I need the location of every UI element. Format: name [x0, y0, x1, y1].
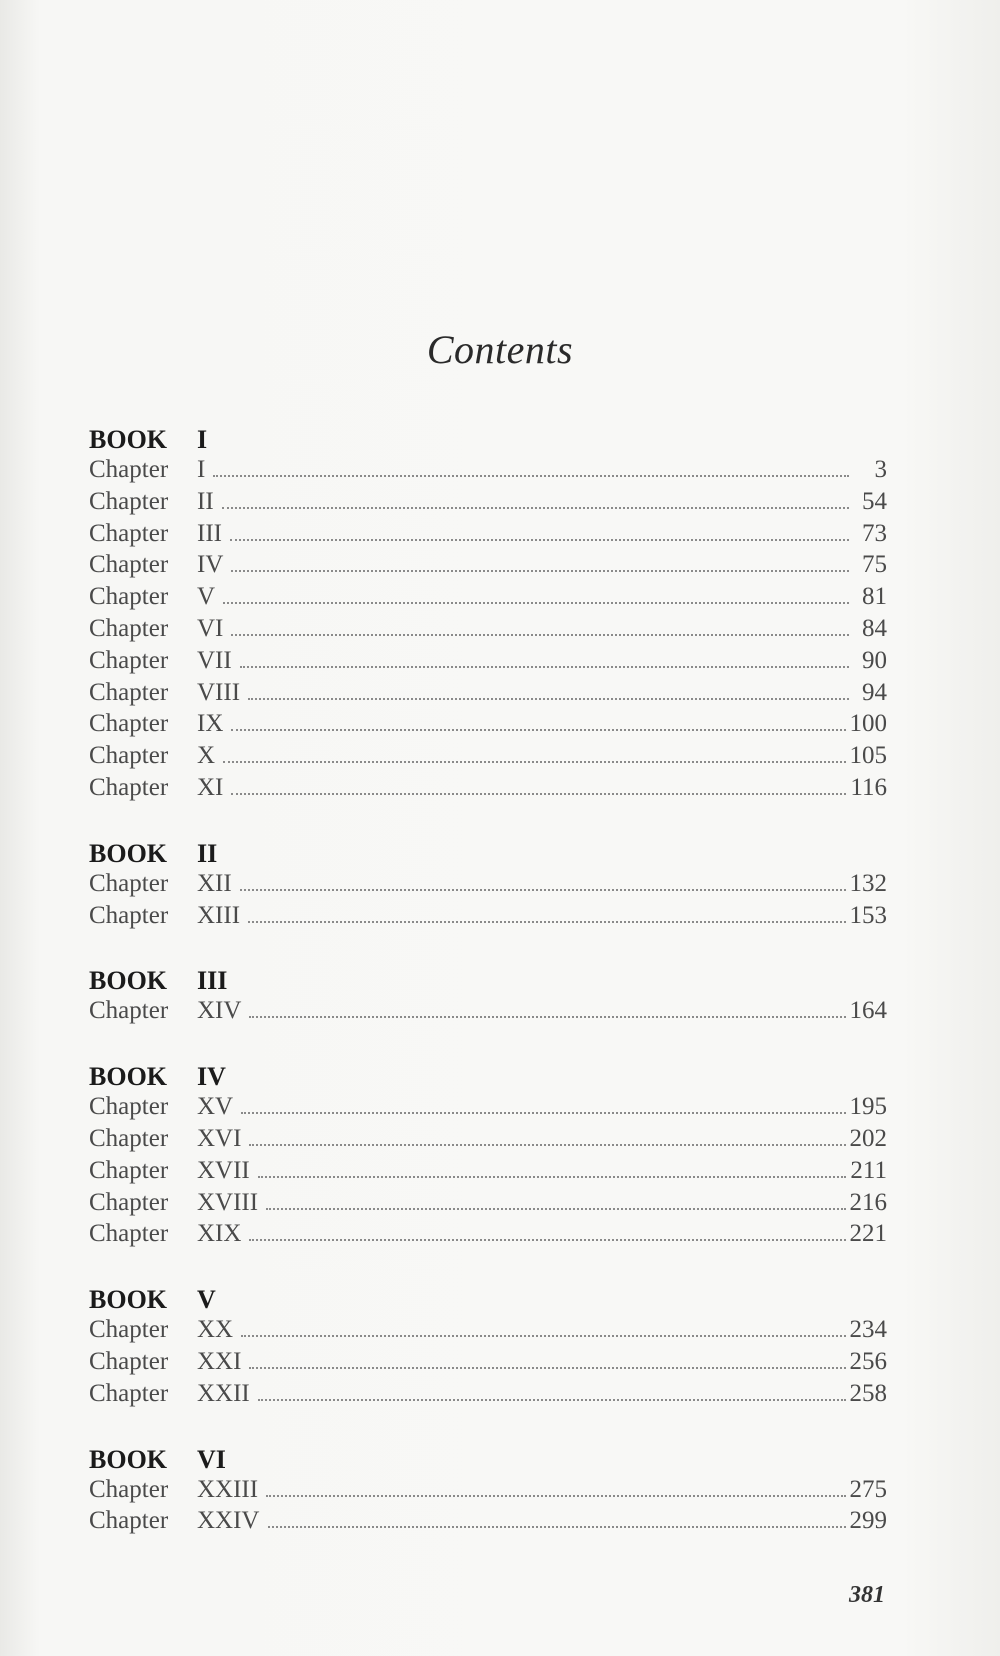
- dot-leader: [241, 1335, 845, 1337]
- toc-entry: [89, 742, 887, 774]
- chapter-page-number: 153: [849, 901, 887, 929]
- chapter-numeral: XXII: [197, 1379, 250, 1407]
- book-numeral: IV: [197, 1062, 226, 1092]
- chapter-numeral: XIII: [197, 901, 241, 929]
- chapter-numeral: XXIV: [197, 1507, 260, 1535]
- dot-leader: [249, 1144, 845, 1146]
- toc-entry: [89, 1348, 887, 1380]
- chapter-page-number: 216: [849, 1188, 887, 1216]
- dot-leader: [266, 1208, 845, 1210]
- chapter-page-number: 195: [849, 1093, 887, 1121]
- book-heading: [89, 1444, 887, 1476]
- toc-entry: [89, 1125, 887, 1157]
- toc-entry: [89, 1157, 887, 1189]
- chapter-label: Chapter: [89, 869, 169, 897]
- chapter-label: Chapter: [89, 1379, 169, 1407]
- book-heading: [89, 424, 887, 456]
- chapter-page-number: 94: [862, 678, 887, 706]
- dot-leader: [222, 507, 849, 509]
- chapter-label: Chapter: [89, 1507, 169, 1535]
- toc-entry: [89, 1220, 887, 1252]
- book-section: [89, 965, 887, 1029]
- chapter-label: Chapter: [89, 678, 169, 706]
- chapter-label: Chapter: [89, 1475, 169, 1503]
- toc-entry: [89, 774, 887, 806]
- toc-entry: [89, 647, 887, 679]
- chapter-numeral: XII: [197, 869, 232, 897]
- chapter-numeral: XI: [197, 773, 224, 801]
- chapter-label: Chapter: [89, 773, 169, 801]
- chapter-label: Chapter: [89, 1093, 169, 1121]
- book-heading: [89, 965, 887, 997]
- chapter-page-number: 221: [849, 1220, 887, 1248]
- book-numeral: II: [197, 838, 218, 868]
- chapter-label: Chapter: [89, 997, 169, 1025]
- dot-leader: [230, 539, 849, 541]
- toc-entry: [89, 583, 887, 615]
- chapter-label: Chapter: [89, 646, 169, 674]
- toc-entry: [89, 997, 887, 1029]
- chapter-page-number: 211: [850, 1156, 887, 1184]
- chapter-numeral: XVII: [197, 1156, 250, 1184]
- chapter-numeral: XIX: [197, 1220, 242, 1248]
- chapter-numeral: XIV: [197, 997, 242, 1025]
- dot-leader: [240, 889, 846, 891]
- chapter-label: Chapter: [89, 456, 169, 483]
- dot-leader: [213, 475, 849, 477]
- chapter-page-number: 3: [874, 456, 887, 483]
- page-number: 381: [849, 1582, 885, 1608]
- chapter-page-number: 202: [849, 1124, 887, 1152]
- book-label: BOOK: [89, 1444, 168, 1474]
- chapter-page-number: 54: [862, 487, 887, 515]
- book-heading: [89, 1061, 887, 1093]
- book-numeral: V: [197, 1285, 216, 1315]
- dot-leader: [248, 921, 845, 923]
- chapter-numeral: XV: [197, 1093, 234, 1121]
- chapter-page-number: 105: [849, 742, 887, 770]
- chapter-page-number: 75: [862, 551, 887, 579]
- dot-leader: [258, 1176, 847, 1178]
- book-section: [89, 1061, 887, 1252]
- chapter-label: Chapter: [89, 614, 169, 642]
- chapter-page-number: 81: [862, 583, 887, 611]
- dot-leader: [249, 1016, 845, 1018]
- toc-entry: [89, 1316, 887, 1348]
- book-label: BOOK: [89, 1062, 168, 1092]
- chapter-numeral: XXI: [197, 1347, 242, 1375]
- toc-entry: [89, 902, 887, 934]
- chapter-label: Chapter: [89, 583, 169, 611]
- dot-leader: [231, 570, 849, 572]
- dot-leader: [223, 761, 845, 763]
- chapter-page-number: 73: [862, 519, 887, 547]
- chapter-page-number: 275: [849, 1475, 887, 1503]
- chapter-label: Chapter: [89, 487, 169, 515]
- chapter-numeral: III: [197, 519, 222, 547]
- dot-leader: [223, 602, 849, 604]
- toc-entry: [89, 615, 887, 647]
- toc-entry: [89, 679, 887, 711]
- chapter-page-number: 256: [849, 1347, 887, 1375]
- book-numeral: III: [197, 966, 228, 996]
- toc-entry: [89, 1507, 887, 1539]
- book-heading: [89, 838, 887, 870]
- dot-leader: [240, 666, 849, 668]
- chapter-numeral: XX: [197, 1316, 234, 1344]
- book-heading: [89, 1284, 887, 1316]
- chapter-page-number: 116: [850, 773, 887, 801]
- book-section: [89, 1444, 887, 1540]
- dot-leader: [241, 1112, 845, 1114]
- chapter-label: Chapter: [89, 742, 169, 770]
- chapter-label: Chapter: [89, 551, 169, 579]
- chapter-page-number: 258: [849, 1379, 887, 1407]
- chapter-page-number: 84: [862, 614, 887, 642]
- chapter-page-number: 100: [849, 710, 887, 738]
- chapter-page-number: 164: [849, 997, 887, 1025]
- toc-entry: [89, 1476, 887, 1508]
- book-label: BOOK: [89, 838, 168, 868]
- book-section: [89, 1284, 887, 1411]
- chapter-label: Chapter: [89, 710, 169, 738]
- toc-entry: [89, 1189, 887, 1221]
- toc-entry: [89, 710, 887, 742]
- book-label: BOOK: [89, 966, 168, 996]
- toc-entry: [89, 1380, 887, 1412]
- chapter-label: Chapter: [89, 1347, 169, 1375]
- chapter-numeral: IV: [197, 551, 224, 579]
- chapter-numeral: VI: [197, 614, 224, 642]
- chapter-label: Chapter: [89, 901, 169, 929]
- dot-leader: [231, 729, 845, 731]
- dot-leader: [231, 793, 846, 795]
- chapter-numeral: IX: [197, 710, 224, 738]
- chapter-numeral: XVI: [197, 1124, 242, 1152]
- toc-entry: [89, 488, 887, 520]
- book-section: [89, 838, 887, 934]
- book-label: BOOK: [89, 1285, 168, 1315]
- page-title: Contents: [426, 327, 574, 372]
- chapter-numeral: XXIII: [197, 1475, 259, 1503]
- chapter-numeral: V: [197, 583, 216, 611]
- chapter-page-number: 90: [862, 646, 887, 674]
- book-label: BOOK: [89, 425, 168, 454]
- dot-leader: [268, 1526, 846, 1528]
- chapter-numeral: VIII: [197, 678, 241, 706]
- dot-leader: [248, 698, 849, 700]
- toc-entry: [89, 520, 887, 552]
- toc-entry: [89, 551, 887, 583]
- chapter-page-number: 132: [849, 869, 887, 897]
- chapter-label: Chapter: [89, 519, 169, 547]
- book-numeral: I: [197, 425, 208, 454]
- chapter-label: Chapter: [89, 1220, 169, 1248]
- chapter-numeral: I: [197, 456, 206, 483]
- chapter-numeral: VII: [197, 646, 232, 674]
- chapter-page-number: 299: [849, 1507, 887, 1535]
- chapter-label: Chapter: [89, 1124, 169, 1152]
- chapter-numeral: II: [197, 487, 214, 515]
- dot-leader: [249, 1367, 845, 1369]
- chapter-label: Chapter: [89, 1188, 169, 1216]
- toc-entry: [89, 456, 887, 488]
- chapter-label: Chapter: [89, 1316, 169, 1344]
- book-section: [89, 424, 887, 806]
- table-of-contents: [89, 424, 887, 1571]
- chapter-label: Chapter: [89, 1156, 169, 1184]
- chapter-numeral: XVIII: [197, 1188, 259, 1216]
- dot-leader: [249, 1239, 845, 1241]
- toc-entry: [89, 1093, 887, 1125]
- dot-leader: [258, 1399, 846, 1401]
- dot-leader: [231, 634, 849, 636]
- dot-leader: [266, 1495, 845, 1497]
- chapter-page-number: 234: [849, 1316, 887, 1344]
- book-numeral: VI: [197, 1444, 226, 1474]
- toc-entry: [89, 870, 887, 902]
- chapter-numeral: X: [197, 742, 216, 770]
